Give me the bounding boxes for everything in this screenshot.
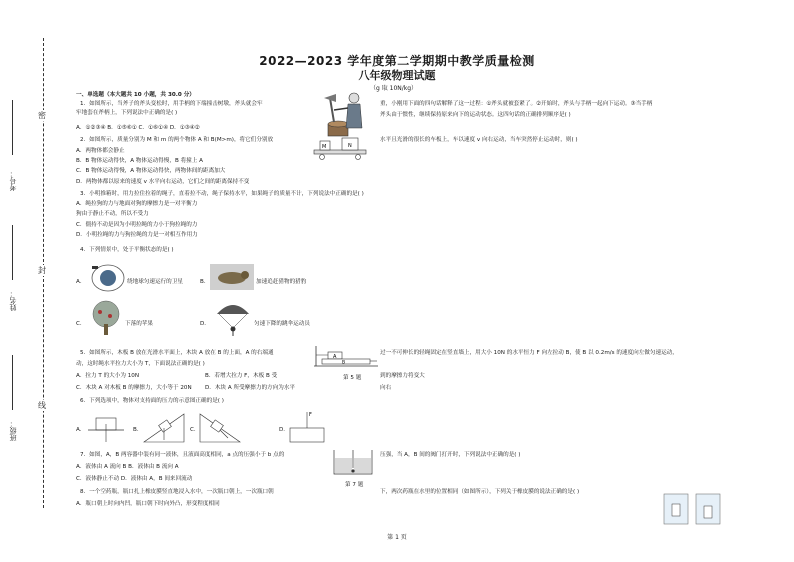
gravity-note: （g 取 10N/kg）: [370, 85, 418, 92]
q6-figure-A: [86, 414, 126, 444]
q2-line: 2．如图所示，质量分别为 M 和 m 的两个物体 A 和 B(M>m)，将它们分别放: [80, 137, 274, 143]
q4-stem: 4．下列情景中，处于平衡状态的是( ): [80, 247, 174, 253]
q4-option-D-letter: D．: [200, 321, 210, 327]
block-B-label: B: [342, 360, 346, 366]
q7-option: A．液体由 A 流向 B B．液体由 B 流向 A: [76, 464, 179, 470]
block-A-label: A: [333, 354, 337, 360]
class-line[interactable]: [12, 355, 13, 410]
q1-line: 重，小刚用下面的四句话解释了这一过程：①斧头就被套紧了。②开始时，斧头与手柄一起向下运动。③当手柄: [380, 101, 653, 107]
q2-line: 水平且光滑的很长的车板上，车以速度 v 向右运动，当车突然停止运动时，则( ): [380, 137, 578, 143]
q2-option: B．B 物体运动得快，A 物体运动得慢，B 将撞上 A: [76, 158, 203, 164]
q6-B-letter: B.: [133, 427, 139, 433]
exam-number-label: 考号：: [9, 170, 17, 191]
q2-option: C．B 物体运动得慢，A 物体运动得快，两物体间的距离加大: [76, 168, 226, 174]
axe-figure: [320, 90, 370, 138]
binding-char-mi: 密: [38, 111, 46, 120]
q3-line: 3．小明推箱时，用力拉住拉着的绳子，直着拉不动，绳子保持水平，如果绳子的质量不计，下列说法中正确的是( ): [80, 191, 364, 197]
q8-line: 8．一个空药瓶，瓶口扎上橡皮膜竖直地浸入水中，一次瓶口朝上，一次瓶口朝: [80, 489, 274, 495]
q7-option: C．液体静止不动 D．液体由 A，B 间来回流动: [76, 476, 193, 482]
q2-option: A．两物体都会静止: [76, 148, 125, 154]
q5-line: 5．如图所示，木板 B 放在光滑水平面上，木块 A 放在 B 的上面，A 的右端通: [80, 350, 274, 356]
q6-figure-D: [288, 408, 328, 446]
name-label: 姓名：: [9, 290, 17, 311]
block-M-label: M: [322, 144, 327, 150]
satellite-image: [90, 262, 126, 294]
q4-option-A-letter: A．: [76, 279, 86, 285]
q3-option: D．小明拉绳的力与狗拉绳的力是一对相互作用力: [76, 232, 198, 238]
q1-options: A．①②③④ B．①⑤⑥① C．①⑥①④ D．①③④②: [76, 125, 200, 131]
q5-line: 动，这时绳水平拉力大小为 T，下面说法正确的是( ): [76, 361, 205, 367]
q4-option-B-letter: B．: [200, 279, 210, 285]
q7-line: 压强，当 A，B 间的阀门打开时，下列说法中正确的是( ): [380, 452, 521, 458]
exam-subtitle: 八年级物理试题: [358, 69, 436, 82]
q5-option: D．木块 A 所受摩擦力的方向为水平: [205, 385, 296, 391]
bottles-figure: [662, 490, 724, 526]
q1-line: 斧头由于惯性，继续保持原来向下的运动状态。这四句话的正确排列顺序是( ): [380, 112, 571, 118]
q5-option: 到的摩擦力将变大: [380, 373, 425, 379]
q4-option-A-text: 绕地球匀速运行的卫星: [127, 279, 183, 285]
class-label: 班级：: [9, 420, 17, 441]
q3-option: C．僵持不动是因为小明拉绳的力小于狗拉绳的力: [76, 222, 198, 228]
q6-C-letter: C.: [190, 427, 196, 433]
q5-option: C．木块 A 对木板 B 的摩擦力，大小等于 20N: [76, 385, 192, 391]
block-N-label: N: [348, 143, 352, 149]
q4-option-B-text: 加速追赶猎物的猎豹: [256, 279, 307, 285]
exam-number-line[interactable]: [12, 100, 13, 155]
q4-option-C-letter: C．: [76, 321, 86, 327]
q2-option: D．两物体都以原来的速度 v 水平向右运动，它们之间的距离保持不变: [76, 179, 250, 185]
q3-option: 狗由于静止不动，所以不受力: [76, 211, 149, 217]
q4-option-C-text: 下落的苹果: [125, 321, 153, 327]
section-heading: 一、单选题（本大题共 10 小题，共 30.0 分）: [76, 92, 195, 98]
binding-char-xian: 线: [38, 401, 46, 410]
page-footer: 第 1 页: [387, 534, 407, 541]
q6-force-label: F: [309, 412, 312, 418]
q1-line: 牢地套在斧柄上，下列说法中正确的是( ): [76, 110, 178, 116]
q5-caption: 第 5 题: [343, 375, 362, 381]
q6-D-letter: D.: [279, 427, 286, 433]
q6-figure-B: [142, 410, 186, 446]
q6-stem: 6．下列选项中，物体对支持面的压力的示意图正确的是( ): [80, 398, 224, 404]
cart-figure: [312, 136, 368, 162]
q5-line: 过一不可伸长的轻绳固定在竖直墙上，用大小 10N 的水平恒力 F 向左拉动 B，使 B 以 0.2m/s 的速度向左做匀速运动，: [380, 350, 678, 356]
apple-tree-image: [88, 300, 124, 336]
q6-figure-C: [198, 410, 242, 446]
leopard-image: [210, 264, 254, 290]
parachute-image: [213, 300, 253, 336]
exam-title: 2022—2023 学年度第二学期期中教学质量检测: [259, 54, 535, 68]
name-line[interactable]: [12, 225, 13, 280]
q8-option: A．瓶口朝上时向内凹，瓶口朝下时向外凸，形变程度相同: [76, 501, 220, 507]
q5-option: 向右: [380, 385, 392, 391]
q1-line: 1．如图所示，当斧子的斧头变松时，用手柄的下端撞击树墩，斧头就会牢: [80, 101, 263, 107]
q7-caption: 第 7 题: [345, 482, 364, 488]
q5-option: A．拉力 T 的大小为 10N: [76, 373, 140, 379]
q5-option: B．若增大拉力 F，木板 B 受: [205, 373, 278, 379]
binding-char-feng: 封: [38, 266, 46, 275]
q8-line: 下，两次药瓶在水里的位置相同（如图所示），下列关于橡皮膜的说法正确的是( ): [380, 489, 580, 495]
board-figure: [312, 344, 378, 372]
q6-A-letter: A.: [76, 427, 82, 433]
q3-option: A．绳拉狗的力与地面对狗的摩擦力是一对平衡力: [76, 201, 198, 207]
q4-option-D-text: 匀速下降的跳伞运动员: [254, 321, 310, 327]
connected-vessels-figure: [330, 446, 376, 480]
q7-line: 7．如图，A，B 两容器中装有同一液体，且液面高度相同，a 点的压强小于 b 点的: [80, 452, 285, 458]
